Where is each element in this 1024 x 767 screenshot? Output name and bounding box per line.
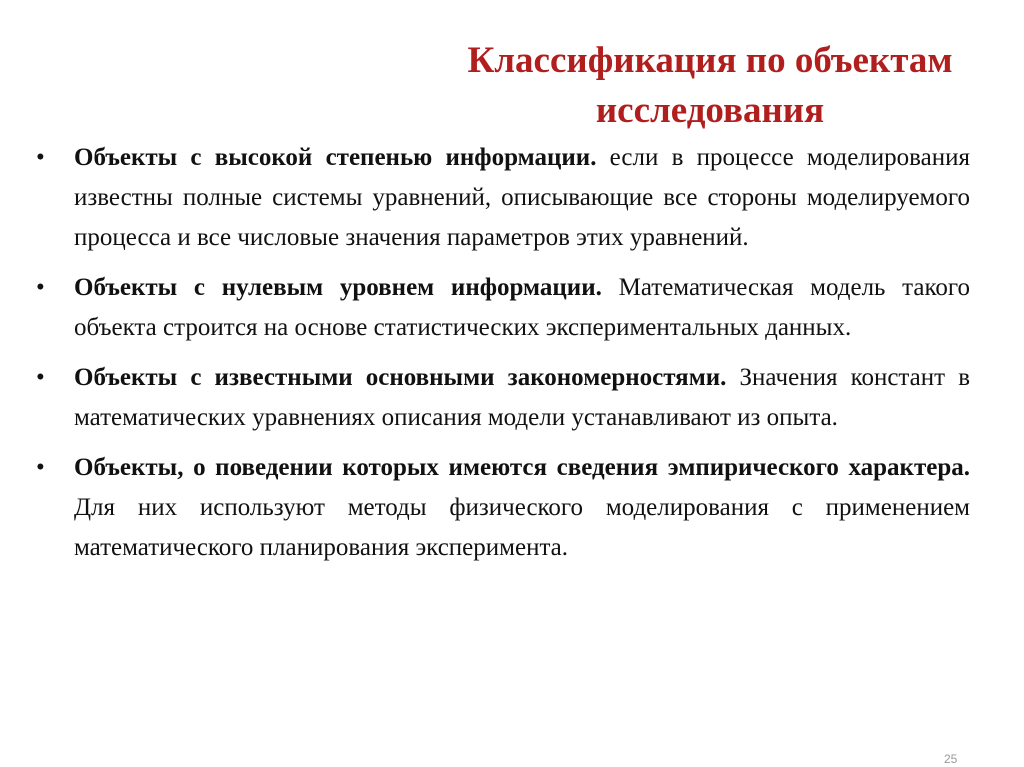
bullet-point-icon: • — [36, 454, 45, 481]
page-number: 25 — [944, 752, 958, 766]
bullet-point-icon: • — [36, 274, 45, 301]
bullet-point-icon: • — [36, 144, 45, 171]
bullet-term: Объекты с высокой степенью информации. — [74, 144, 597, 171]
bullet-term: Объекты с известными основными закономерностями. — [74, 364, 727, 391]
bullet-text: Для них используют методы физического моделирования с применением математического планирования эксперимента. — [74, 494, 970, 561]
bullet-term: Объекты, о поведении которых имеются сведения эмпирического характера. — [74, 454, 970, 481]
bullet-item-known-patterns — [32, 358, 970, 438]
bullet-item-high-information — [32, 138, 970, 258]
title-line-1: Классификация по объектам — [467, 40, 953, 81]
bullet-term: Объекты с нулевым уровнем информации. — [74, 274, 602, 301]
bullet-text: Значения констант в математических уравнениях описания модели устанавливают из опыта. — [74, 364, 970, 431]
bullet-item-empirical — [32, 448, 970, 568]
bullet-text: Математическая модель такого объекта строится на основе статистических экспериментальных данных. — [74, 274, 970, 341]
bullet-text: если в процессе моделирования известны полные системы уравнений, описывающие все стороны моделируемого процесса и все числовые значения параметров этих уравнений. — [74, 144, 970, 251]
bullet-list — [32, 138, 970, 578]
title-line-2: исследования — [595, 90, 825, 131]
bullet-point-icon: • — [36, 364, 45, 391]
bullet-item-zero-information — [32, 268, 970, 348]
slide-title — [380, 36, 1024, 136]
